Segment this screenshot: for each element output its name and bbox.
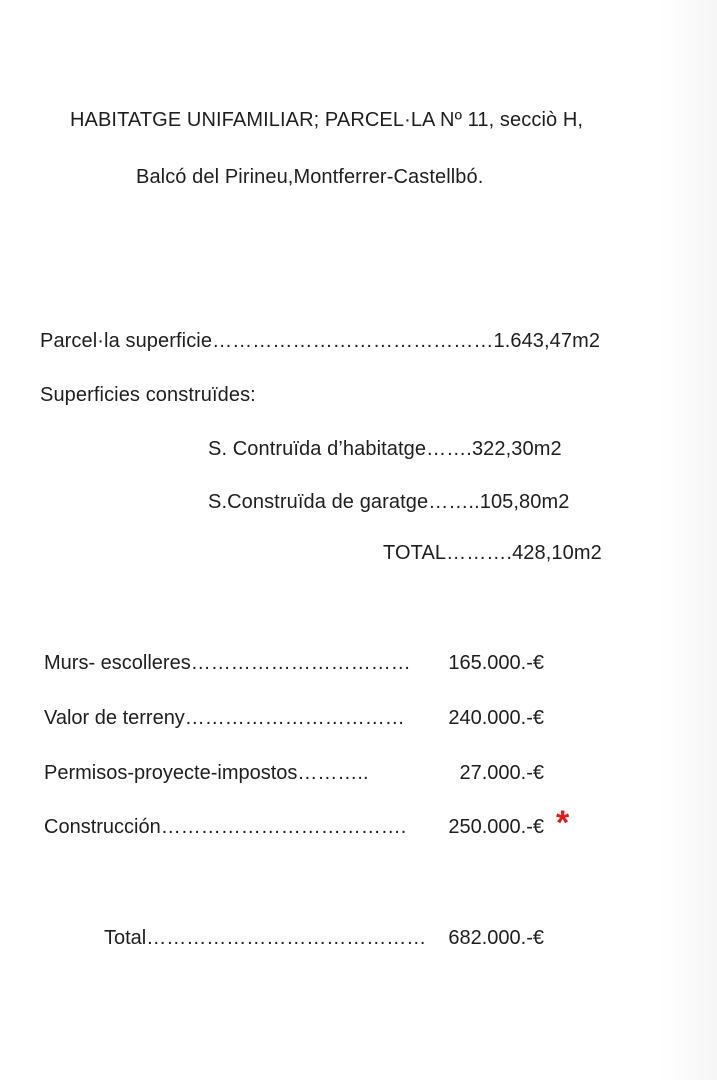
cost-amount: 165.000.-€ [448,652,544,674]
built-areas-heading: Superficies construïdes: [40,384,256,406]
heading-line-1: HABITATGE UNIFAMILIAR; PARCEL·LA Nº 11, secciò H, [70,109,584,131]
parcel-area-line: Parcel·la superficie……………………………………1.643,47m2 [40,330,601,352]
cost-label: Valor de terreny…………………………… [44,707,405,729]
total-cost-amount: 682.000.-€ [448,927,544,949]
cost-row-total [44,925,544,951]
cost-label: Murs- escolleres…………………………… [44,652,411,674]
cost-label: Construcción………………………………. [44,816,407,838]
cost-amount: 250.000.-€ [448,816,544,838]
total-cost-label: Total…………………………………… [104,927,427,949]
cost-row-permits [44,760,544,786]
cost-row-walls [44,650,544,676]
housing-area-line: S. Contruïda d’habitatge…….322,30m2 [208,438,562,460]
cost-row-construction [44,814,544,840]
cost-amount: 240.000.-€ [448,707,544,729]
total-area-line: TOTAL……….428,10m2 [383,542,602,564]
cost-row-land [44,705,544,731]
garage-area-line: S.Construïda de garatge……..105,80m2 [208,491,570,513]
red-asterisk-marker: * [556,804,570,842]
cost-amount: 27.000.-€ [459,762,544,784]
heading-line-2: Balcó del Pirineu,Montferrer-Castellbó. [136,166,484,188]
cost-label: Permisos-proyecte-impostos……….. [44,762,369,784]
